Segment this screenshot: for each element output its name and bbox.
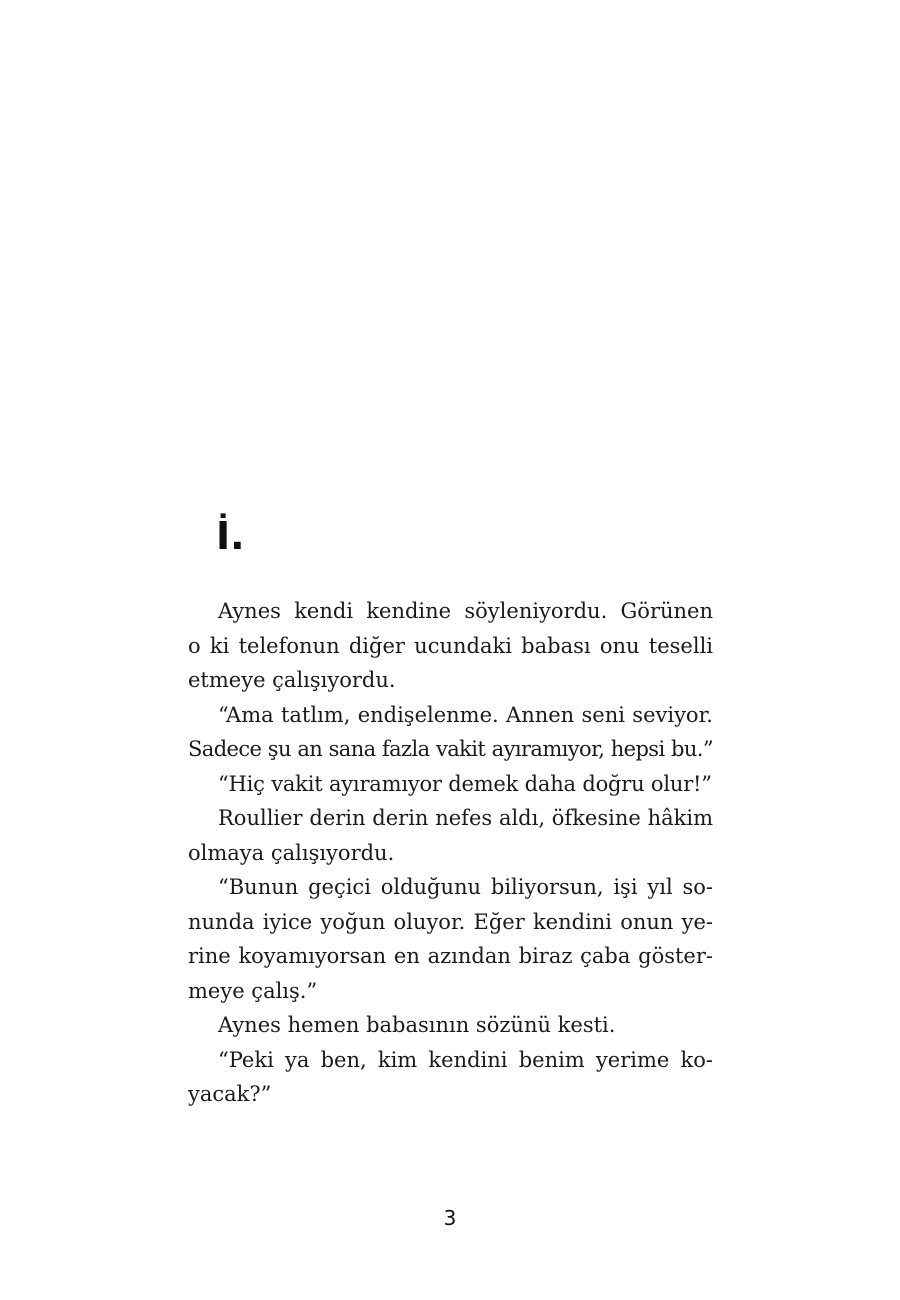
text-line: “Peki ya ben, kim kendini benim yerime ko-	[218, 1047, 713, 1072]
text-line: Sadece şu an sana fazla vakit ayıramıyor, hepsi bu.”	[188, 737, 713, 761]
text-line: Aynes kendi kendine söyleniyordu. Görünen	[218, 599, 713, 623]
text-line: Aynes hemen babasının sözünü kesti.	[218, 1013, 616, 1037]
chapter-number: İ.	[216, 514, 245, 558]
page-number: 3	[443, 1206, 457, 1230]
text-line: meye çalış.”	[188, 978, 318, 1003]
text-line: etmeye çalışıyordu.	[188, 668, 396, 692]
text-line: “Ama tatlım, endişelenme. Annen seni seviyor.	[218, 702, 713, 727]
text-line: yacak?”	[188, 1082, 272, 1106]
text-line: nunda iyice yoğun oluyor. Eğer kendini onun ye-	[188, 909, 713, 934]
text-line: “Bunun geçici olduğunu biliyorsun, işi yıl so-	[218, 875, 713, 899]
text-line: Roullier derin derin nefes aldı, öfkesine hâkim	[218, 806, 713, 830]
text-line: “Hiç vakit ayıramıyor demek daha doğru olur!”	[218, 771, 712, 796]
text-line: o ki telefonun diğer ucundaki babası onu teselli	[188, 633, 713, 658]
text-line: rine koyamıyorsan en azından biraz çaba göster-	[188, 944, 713, 968]
text-line: olmaya çalışıyordu.	[188, 840, 395, 865]
body-text	[188, 594, 713, 1112]
